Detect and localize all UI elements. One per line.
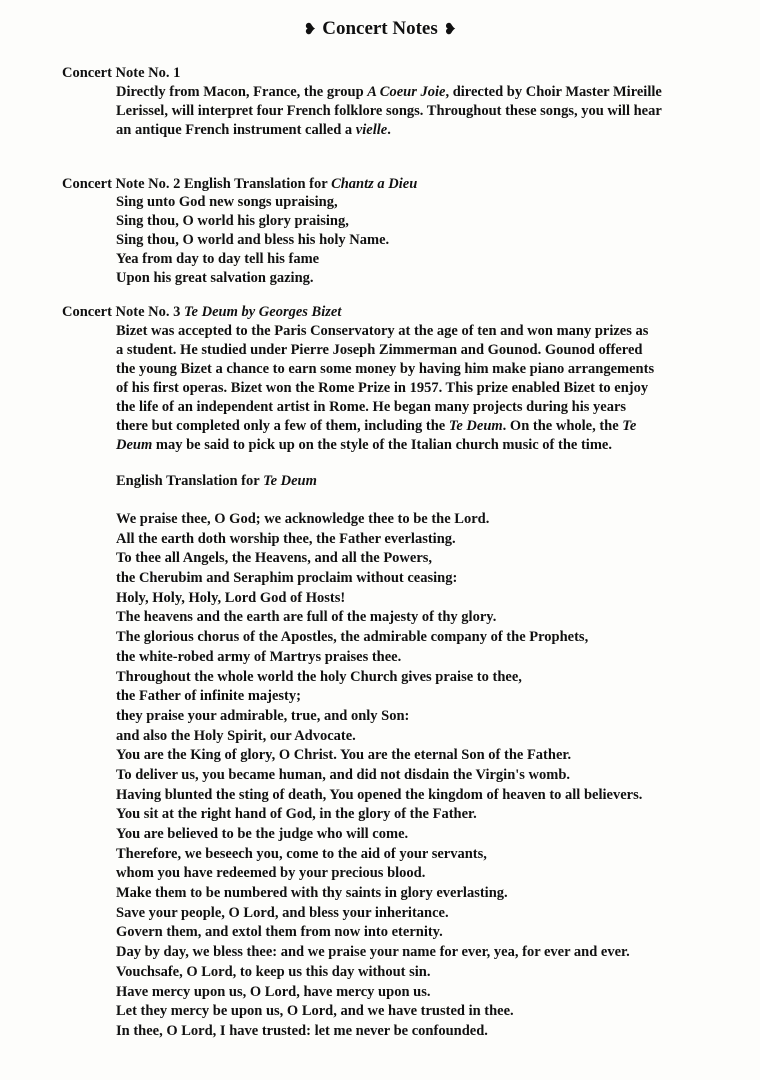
te-deum-line: In thee, O Lord, I have trusted: let me never be confounded. bbox=[116, 1022, 488, 1039]
te-deum-line: We praise thee, O God; we acknowledge thee to be the Lord. bbox=[116, 511, 490, 527]
title-text: Concert Notes bbox=[322, 18, 438, 39]
note3-line: Deum may be said to pick up on the style of the Italian church music of the time. bbox=[116, 437, 612, 453]
note1-body bbox=[116, 83, 716, 140]
note1-heading: Concert Note No. 1 bbox=[62, 65, 181, 81]
te-deum-line: The glorious chorus of the Apostles, the admirable company of the Prophets, bbox=[116, 629, 589, 646]
te-deum-line: Save your people, O Lord, and bless your inheritance. bbox=[116, 904, 449, 921]
lyric-line: Sing thou, O world his glory praising, bbox=[116, 213, 349, 229]
te-deum-line: The heavens and the earth are full of the majesty of thy glory. bbox=[116, 609, 497, 626]
te-deum-line: Have mercy upon us, O Lord, have mercy upon us. bbox=[116, 983, 431, 1000]
te-deum-line: Day by day, we bless thee: and we praise your name for ever, yea, for ever and ever. bbox=[116, 944, 630, 961]
te-deum-line: the Father of infinite majesty; bbox=[116, 688, 301, 705]
te-deum-line: Make them to be numbered with thy saints in glory everlasting. bbox=[116, 885, 508, 902]
note3-heading: Concert Note No. 3 Te Deum by Georges Bizet bbox=[62, 304, 342, 320]
te-deum-line: Throughout the whole world the holy Church gives praise to thee, bbox=[116, 668, 522, 685]
te-deum-line: the Cherubim and Seraphim proclaim without ceasing: bbox=[116, 570, 458, 587]
translation-heading: English Translation for Te Deum bbox=[116, 473, 317, 489]
te-deum-text bbox=[116, 510, 642, 1042]
note3-line: the life of an independent artist in Rome. He began many projects during his years bbox=[116, 399, 627, 415]
heart-ornament-icon: ❥ bbox=[303, 22, 317, 38]
note2-heading: Concert Note No. 2 English Translation for Chantz a Dieu bbox=[62, 176, 418, 192]
lyric-line: Yea from day to day tell his fame bbox=[116, 251, 320, 267]
note1-line: Lerissel, will interpret four French folklore songs. Throughout these songs, you will hear bbox=[116, 103, 662, 119]
note3-body bbox=[116, 322, 716, 455]
lyric-line: Upon his great salvation gazing. bbox=[116, 270, 314, 286]
note3-line: a student. He studied under Pierre Joseph Zimmerman and Gounod. Gounod offered bbox=[116, 342, 643, 358]
te-deum-line: the white-robed army of Martrys praises thee. bbox=[116, 648, 402, 665]
note3-line: of his first operas. Bizet won the Rome Prize in 1957. This prize enabled Bizet to enjoy bbox=[116, 380, 649, 396]
te-deum-line: and also the Holy Spirit, our Advocate. bbox=[116, 727, 356, 744]
lyric-line: Sing unto God new songs upraising, bbox=[116, 194, 338, 210]
te-deum-line: Let they mercy be upon us, O Lord, and we have trusted in thee. bbox=[116, 1003, 514, 1020]
te-deum-line: To deliver us, you became human, and did not disdain the Virgin's womb. bbox=[116, 766, 571, 783]
te-deum-line: they praise your admirable, true, and only Son: bbox=[116, 707, 410, 724]
note2-lyrics bbox=[116, 193, 389, 288]
te-deum-line: Therefore, we beseech you, come to the aid of your servants, bbox=[116, 845, 487, 862]
lyric-line: Sing thou, O world and bless his holy Name. bbox=[116, 232, 390, 248]
note1-line: an antique French instrument called a vielle. bbox=[116, 122, 391, 138]
te-deum-line: Govern them, and extol them from now into eternity. bbox=[116, 924, 443, 941]
page-title bbox=[0, 18, 760, 40]
note3-line: there but completed only a few of them, including the Te Deum. On the whole, the Te bbox=[116, 418, 637, 434]
te-deum-line: Vouchsafe, O Lord, to keep us this day without sin. bbox=[116, 963, 431, 980]
te-deum-line: Having blunted the sting of death, You opened the kingdom of heaven to all believers. bbox=[116, 786, 643, 803]
heart-ornament-icon: ❥ bbox=[443, 22, 457, 38]
te-deum-line: You sit at the right hand of God, in the glory of the Father. bbox=[116, 806, 477, 823]
te-deum-line: whom you have redeemed by your precious blood. bbox=[116, 865, 426, 882]
note3-line: the young Bizet a chance to earn some money by having him make piano arrangements bbox=[116, 361, 655, 377]
note3-line: Bizet was accepted to the Paris Conservatory at the age of ten and won many prizes as bbox=[116, 323, 649, 339]
note1-line: Directly from Macon, France, the group A Coeur Joie, directed by Choir Master Mireille bbox=[116, 84, 662, 100]
te-deum-line: All the earth doth worship thee, the Father everlasting. bbox=[116, 530, 456, 547]
te-deum-line: You are believed to be the judge who will come. bbox=[116, 826, 409, 842]
te-deum-line: You are the King of glory, O Christ. You are the eternal Son of the Father. bbox=[116, 747, 572, 764]
te-deum-line: To thee all Angels, the Heavens, and all the Powers, bbox=[116, 550, 433, 567]
te-deum-line: Holy, Holy, Holy, Lord God of Hosts! bbox=[116, 589, 346, 606]
